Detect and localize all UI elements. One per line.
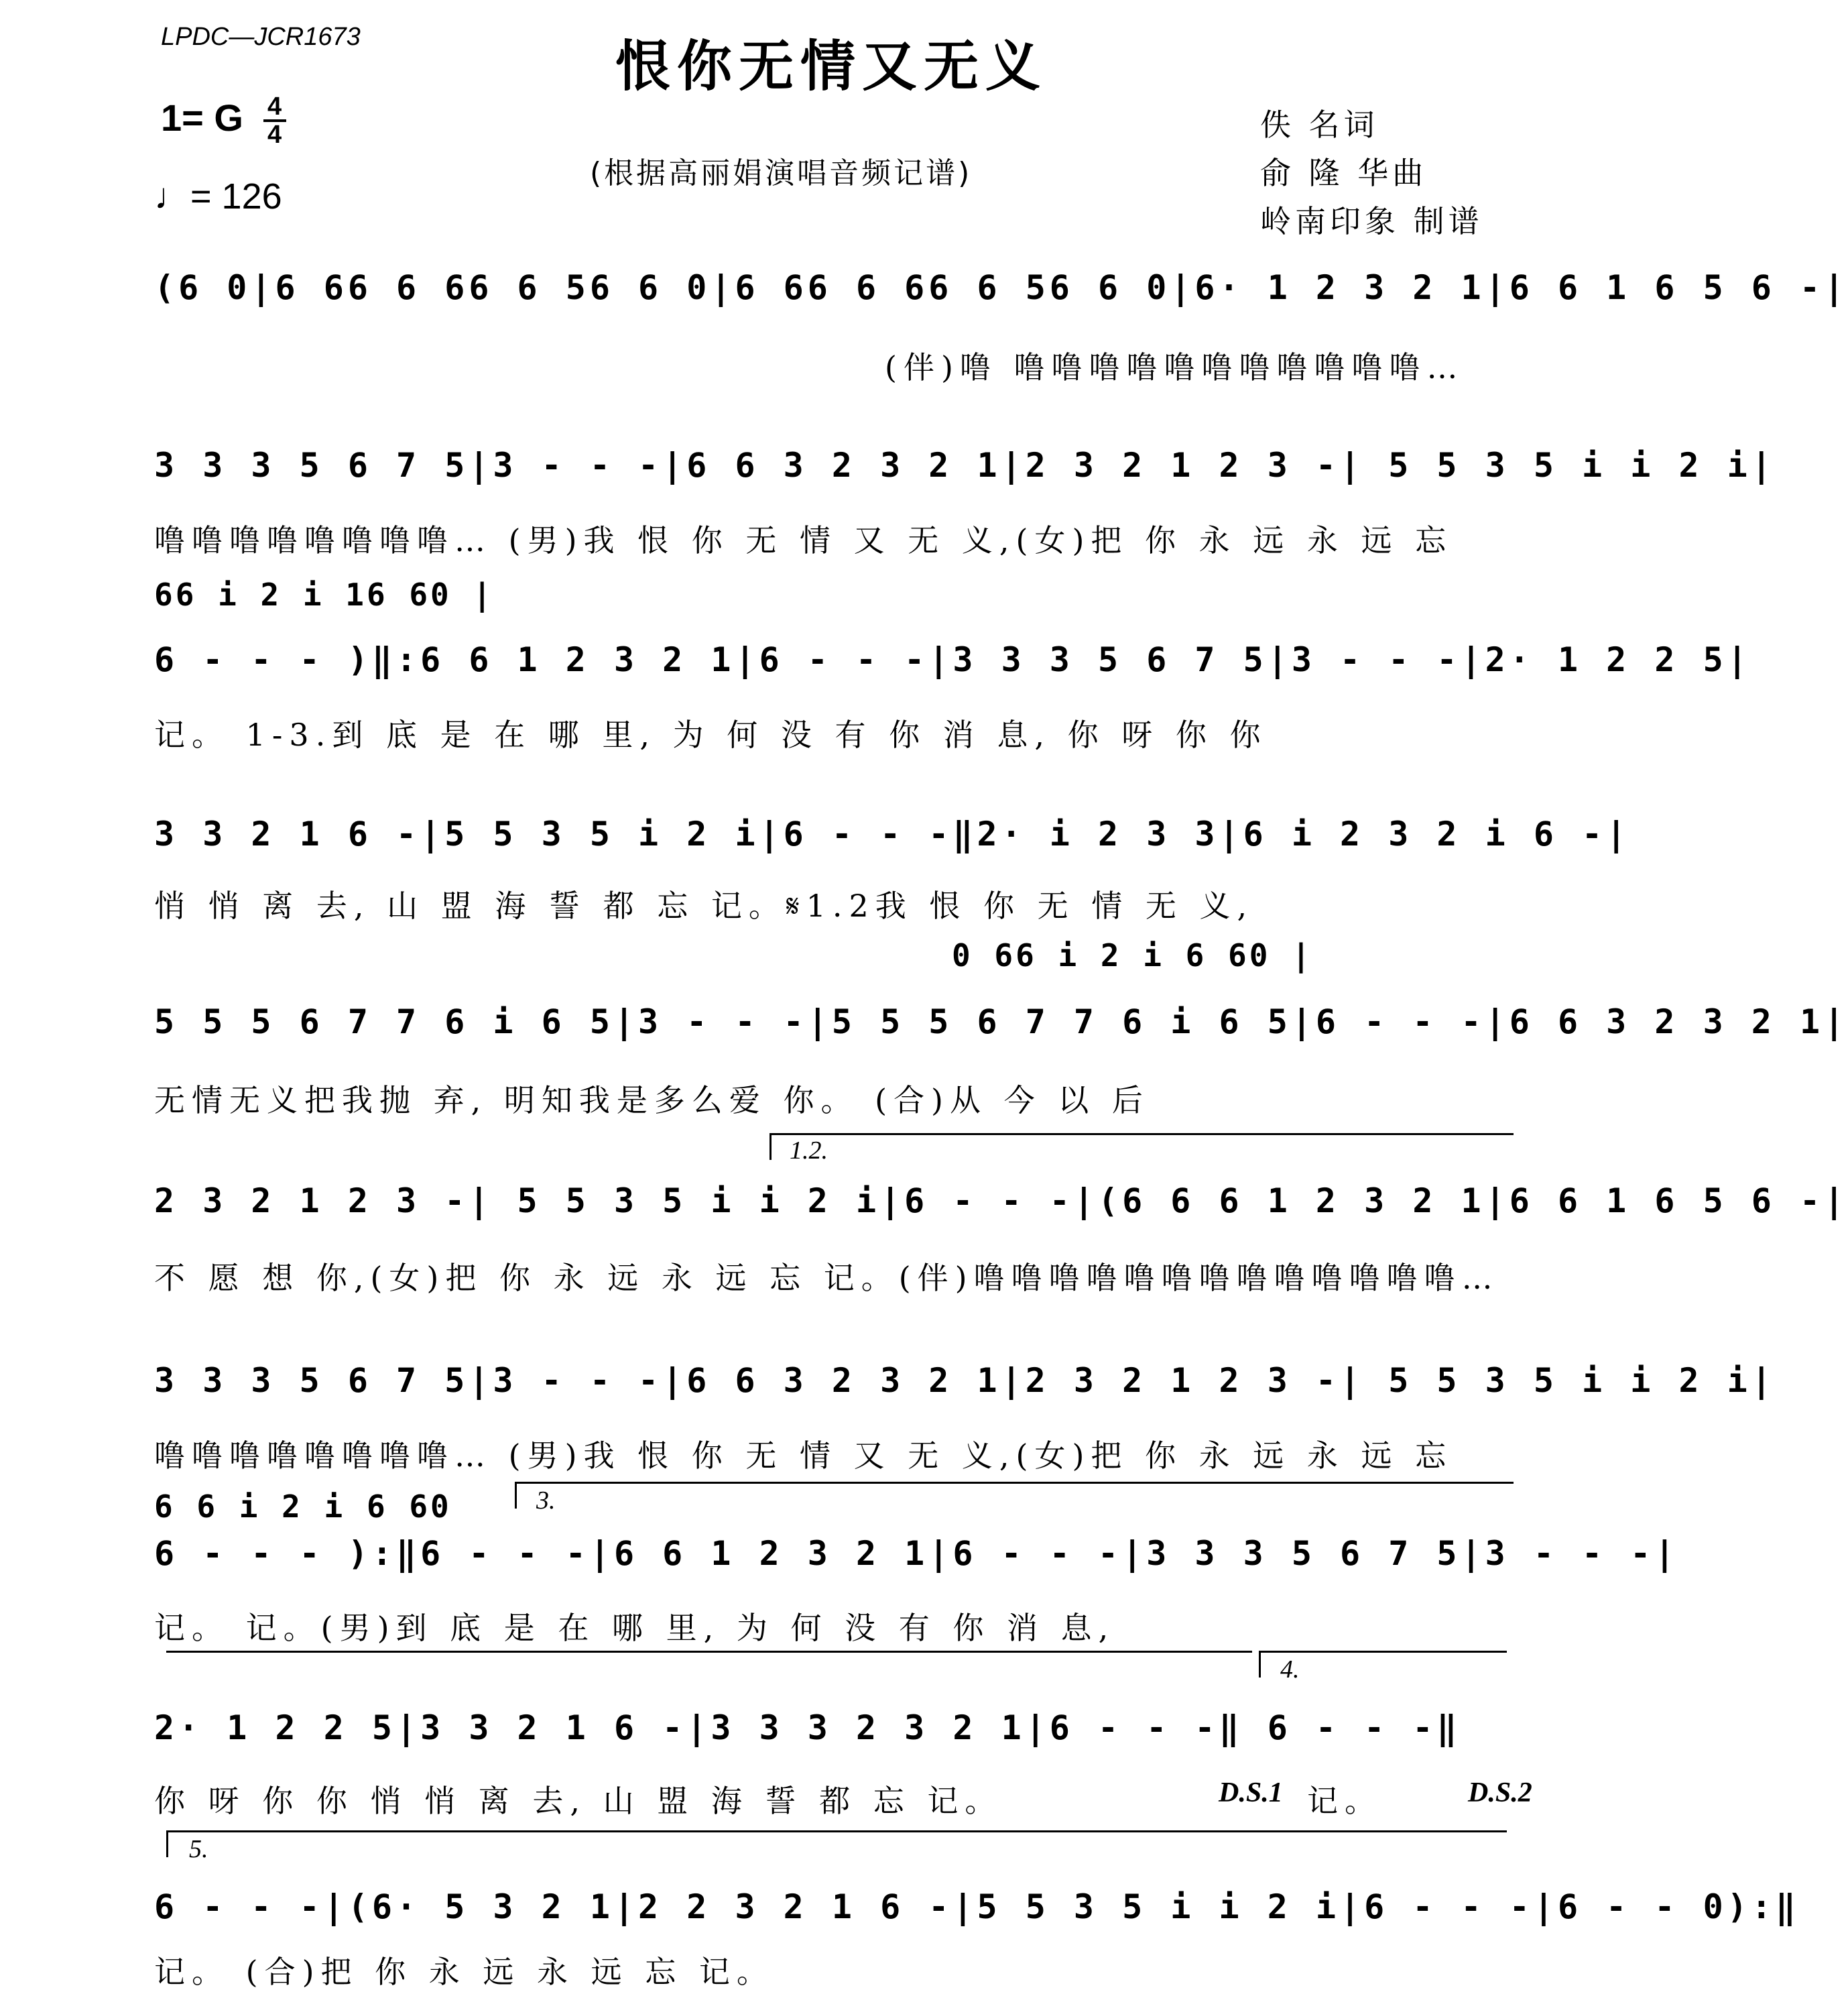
- key-label: 1= G: [161, 96, 243, 139]
- lyricist-credit: 佚 名词: [1260, 107, 1379, 143]
- upper-voice-line-8: 6 6 i 2 i 6 60: [154, 1488, 452, 1525]
- ds1-lyric: 记。: [1307, 1783, 1382, 1819]
- composer-credit: 俞 隆 华曲: [1260, 155, 1428, 191]
- volta-bracket-3-tick: [515, 1482, 517, 1509]
- lyric-line-10: 记。 (合)把 你 永 远 永 远 忘 记。: [154, 1954, 774, 1990]
- volta-label-5: 5.: [189, 1835, 208, 1863]
- volta-bracket-1-2-tick: [769, 1133, 772, 1160]
- volta-label-3: 3.: [536, 1486, 556, 1515]
- lyric-line-2: 噜噜噜噜噜噜噜噜… (男)我 恨 你 无 情 又 无 义,(女)把 你 永 远 永 远 忘: [154, 522, 1453, 559]
- time-sig-top: 4: [267, 93, 282, 121]
- notation-line-9: 2· 1 2 2 5|3 3 2 1 6 -|3 3 3 2 3 2 1|6 - - -‖ 6 - - -‖: [154, 1708, 1461, 1747]
- notation-line-7: 3 3 3 5 6 7 5|3 - - -|6 6 3 2 3 2 1|2 3 2 1 2 3 -| 5 5 3 5 i i 2 i|: [154, 1361, 1776, 1400]
- notation-line-6: 2 3 2 1 2 3 -| 5 5 3 5 i i 2 i|6 - - -|(6 6 6 1 2 3 2 1|6 6 1 6 5 6 -|: [154, 1181, 1848, 1220]
- volta-bracket-4-tick: [1259, 1651, 1261, 1678]
- lyric-line-4: 悄 悄 离 去, 山 盟 海 誓 都 忘 记。𝄋1.2我 恨 你 无 情 无 义,: [154, 888, 1254, 924]
- notation-line-1: (6 0|6 66 6 66 6 56 6 0|6 66 6 66 6 56 6 0|6· 1 2 3 2 1|6 6 1 6 5 6 -|: [154, 268, 1848, 307]
- arranger-credit: 岭南印象 制谱: [1260, 203, 1483, 239]
- notation-line-4: 3 3 2 1 6 -|5 5 3 5 i 2 i|6 - - -‖2· i 2 3 3|6 i 2 3 2 i 6 -|: [154, 815, 1631, 854]
- notation-line-5: 5 5 5 6 7 7 6 i 6 5|3 - - -|5 5 5 6 7 7 6 i 6 5|6 - - -|6 6 3 2 3 2 1|: [154, 1002, 1848, 1041]
- notation-line-10: 6 - - -|(6· 5 3 2 1|2 2 3 2 1 6 -|5 5 3 5 i i 2 i|6 - - -|6 - - 0):‖: [154, 1887, 1800, 1926]
- lyric-line-1: (伴)噜 噜噜噜噜噜噜噜噜噜噜噜…: [885, 349, 1465, 386]
- lyric-line-9: 你 呀 你 你 悄 悄 离 去, 山 盟 海 誓 都 忘 记。: [154, 1783, 1003, 1819]
- catalog-id: LPDC—JCR1673: [161, 23, 361, 51]
- upper-voice-line-5: 0 66 i 2 i 6 60 |: [952, 937, 1313, 974]
- tempo-value: = 126: [190, 176, 282, 217]
- ds2-marking: D.S.2: [1468, 1777, 1532, 1808]
- lyric-line-6: 不 愿 想 你,(女)把 你 永 远 永 远 忘 记。(伴)噜噜噜噜噜噜噜噜噜噜噜噜噜…: [154, 1260, 1499, 1296]
- volta-bracket-5: [166, 1830, 1507, 1832]
- quarter-note-icon: ♩: [154, 176, 190, 217]
- tempo-marking: [154, 176, 282, 217]
- upper-voice-line-3: 66 i 2 i 16 60 |: [154, 577, 495, 613]
- source-note: (根据高丽娟演唱音频记谱): [590, 156, 973, 190]
- volta-bracket-1-4-span: [166, 1651, 1252, 1653]
- notation-line-3: 6 - - - )‖:6 6 1 2 3 2 1|6 - - -|3 3 3 5 6 7 5|3 - - -|2· 1 2 2 5|: [154, 640, 1751, 679]
- time-sig-bottom: 4: [267, 121, 282, 149]
- lyric-line-7: 噜噜噜噜噜噜噜噜… (男)我 恨 你 无 情 又 无 义,(女)把 你 永 远 永 远 忘: [154, 1437, 1453, 1474]
- lyric-line-8: 记。 记。(男)到 底 是 在 哪 里, 为 何 没 有 你 消 息,: [154, 1610, 1115, 1646]
- notation-line-8: 6 - - - ):‖6 - - -|6 6 1 2 3 2 1|6 - - -|3 3 3 5 6 7 5|3 - - -|: [154, 1534, 1679, 1573]
- lyric-line-5: 无情无义把我抛 弃, 明知我是多么爱 你。 (合)从 今 以 后: [154, 1082, 1150, 1118]
- volta-label-1-2: 1.2.: [790, 1136, 828, 1165]
- song-title: 恨你无情又无义: [615, 34, 1047, 99]
- notation-line-2: 3 3 3 5 6 7 5|3 - - -|6 6 3 2 3 2 1|2 3 2 1 2 3 -| 5 5 3 5 i i 2 i|: [154, 446, 1776, 485]
- key-signature: [161, 94, 286, 148]
- volta-bracket-5-tick: [166, 1830, 168, 1857]
- volta-label-4: 4.: [1280, 1655, 1300, 1684]
- volta-bracket-4: [1259, 1651, 1507, 1653]
- ds1-marking: D.S.1: [1219, 1777, 1283, 1808]
- time-signature: [263, 94, 286, 148]
- volta-bracket-3: [515, 1482, 1514, 1484]
- lyric-line-3: 记。 1-3.到 底 是 在 哪 里, 为 何 没 有 你 消 息, 你 呀 你 你: [154, 717, 1268, 753]
- volta-bracket-1-2: [769, 1133, 1514, 1135]
